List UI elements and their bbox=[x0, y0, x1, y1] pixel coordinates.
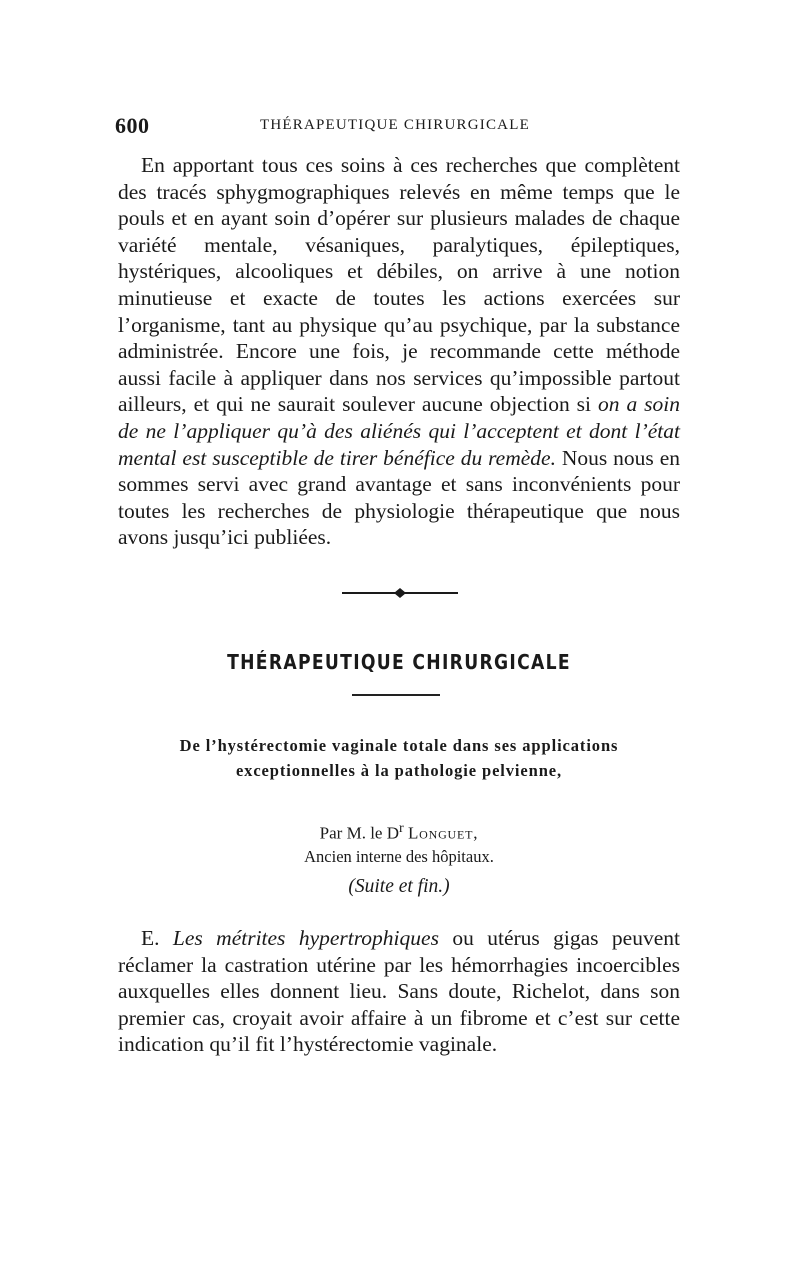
paragraph-2-italic: Les métrites hypertrophiques bbox=[172, 926, 439, 950]
author-name: Longuet, bbox=[407, 823, 479, 843]
title-rule bbox=[352, 694, 440, 696]
running-title: THÉRAPEUTIQUE CHIRURGICALE bbox=[260, 117, 530, 133]
page-number: 600 bbox=[115, 113, 150, 138]
article-title: De l’hystérectomie vaginale totale dans ses applications exceptionnelles à la pathologie pelvienne, bbox=[179, 736, 619, 780]
byline-prefix: Par M. le D bbox=[319, 823, 399, 843]
continuation-note: (Suite et fin.) bbox=[348, 876, 450, 897]
paragraph-1-text-a: En apportant tous ces soins à ces recherches que complètent des tracés sphygmographiques relevés en même temps que le pouls et en ayant soin d’opérer sur plusieurs malades de chaque variété mentale, vésaniques, paralytiques, épileptiques, hystériques, alcooliques et débiles, on arrive à une notion minutieuse et exacte de toutes les actions exercées sur l’organisme, tant au physique qu’au psychique, par la substance administrée. Encore une fois, je recommande cette méthode aussi facile à appliquer dans nos services qu’impossible partout ailleurs, et qui ne saurait soulever aucune objection si bbox=[118, 153, 680, 417]
paragraph-1-text-b: Nous nous en sommes servi avec grand avantage et sans inconvénients pour toutes les recherches de physiologie thérapeutique que nous avons jusqu’ici publiées. bbox=[118, 445, 680, 550]
section-divider-ornament bbox=[342, 586, 458, 600]
running-head bbox=[115, 113, 687, 143]
paragraph-2 bbox=[118, 925, 680, 1058]
section-title: THÉRAPEUTIQUE CHIRURGICALE bbox=[227, 650, 571, 674]
byline-superscript: r bbox=[399, 820, 404, 836]
author-affiliation: Ancien interne des hôpitaux. bbox=[304, 847, 494, 866]
paragraph-2-text: ou utérus gigas peuvent réclamer la castration utérine par les hémorrhagies incoercibles auxquelles elles donnent lieu. Sans doute, Richelot, dans son premier cas, croyait avoir affaire à un fibrome et c’est sur cette indication qu’il fit l’hystérectomie vaginale. bbox=[118, 926, 680, 1057]
paragraph-2-lead: E. bbox=[141, 926, 173, 950]
byline bbox=[118, 816, 680, 846]
paragraph-1-italic: on a soin de ne l’appliquer qu’à des aliénés qui l’acceptent et dont l’état mental est susceptible de tirer bénéfice du remède. bbox=[118, 392, 681, 470]
paragraph-1 bbox=[118, 152, 680, 551]
